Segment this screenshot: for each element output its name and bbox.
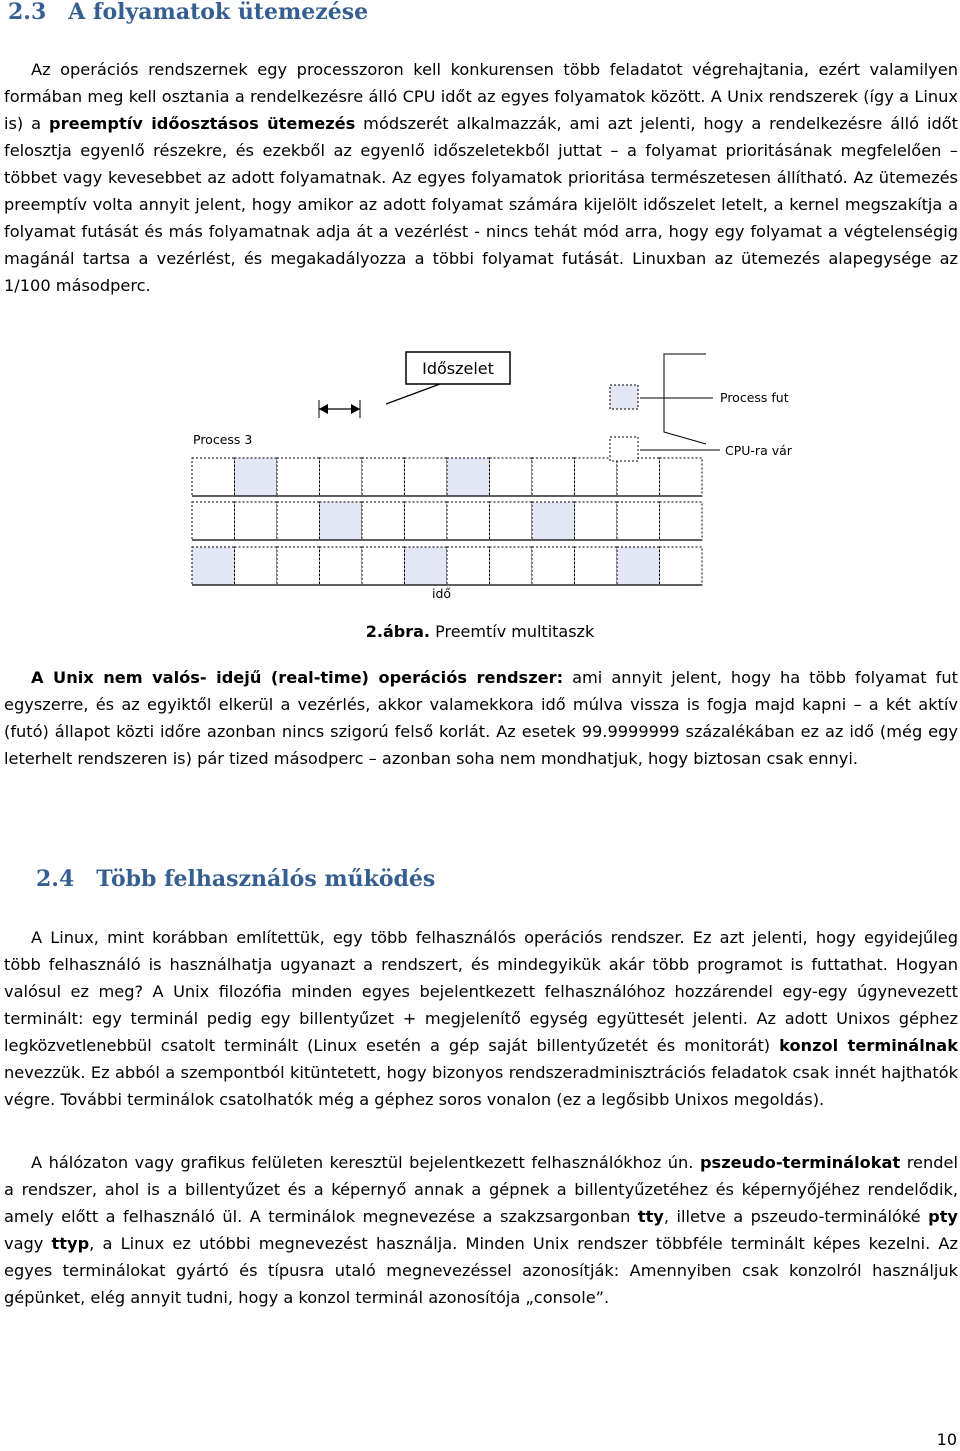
text-run: A hálózaton vagy grafikus felületen keresztül bejelentkezett felhasználókhoz ún. bbox=[31, 1153, 700, 1172]
waiting-timeslice-cell bbox=[192, 502, 235, 540]
waiting-timeslice-cell bbox=[575, 502, 618, 540]
waiting-timeslice-cell bbox=[617, 502, 660, 540]
preemptive-multitask-figure bbox=[180, 340, 820, 610]
timeslice-label: Időszelet bbox=[422, 359, 494, 378]
text-run: nevezzük. Ez abból a szempontból kitüntetett, hogy bizonyos rendszeradminisztrációs feladatok csak innét hajthatók végre. További terminálok csatolhatók még a géphez soros vonalon (ez a legősibb Unixos megoldás). bbox=[4, 1063, 958, 1109]
waiting-timeslice-cell bbox=[362, 458, 405, 496]
waiting-timeslice-cell bbox=[447, 502, 490, 540]
legend-waiting-swatch bbox=[610, 437, 638, 461]
bold-text-run: A Unix nem valós- idejű (real-time) operációs rendszer: bbox=[31, 668, 564, 687]
paragraph-realtime bbox=[4, 664, 958, 772]
paragraph-multiuser bbox=[4, 924, 958, 1113]
waiting-timeslice-cell bbox=[660, 547, 703, 585]
text-run: , illetve a pszeudo-terminálóké bbox=[663, 1207, 929, 1226]
running-timeslice-cell bbox=[192, 547, 235, 585]
legend-process-running: Process fut bbox=[720, 390, 789, 405]
bold-text-run: tty bbox=[637, 1207, 664, 1226]
waiting-timeslice-cell bbox=[532, 458, 575, 496]
paragraph-scheduling bbox=[4, 56, 958, 299]
process-label-3: Process 3 bbox=[193, 432, 253, 447]
waiting-timeslice-cell bbox=[277, 502, 320, 540]
waiting-timeslice-cell bbox=[405, 458, 448, 496]
text-run: A Linux, mint korábban említettük, egy több felhasználós operációs rendszer. Ez azt jelenti, hogy egyidejűleg több felhasználó is használhatja ugyanazt a rendszert, és mindegyikük akár több programot is futtathat. Hogyan valósul ez meg? A Unix filozófia minden egyes bejelentkezett felhasználóhoz hozzárendel egy-egy úgynevezett terminált: egy terminál pedig egy billentyűzet + megjelenítő egység együttesét jelenti. Az adott Unixos géphez legközvetlenebbül csatolt terminált (Linux esetén a gép saját billentyűzetét és monitorát) bbox=[4, 928, 958, 1055]
waiting-timeslice-cell bbox=[490, 458, 533, 496]
waiting-timeslice-cell bbox=[362, 547, 405, 585]
waiting-timeslice-cell bbox=[617, 458, 660, 496]
section-title: A folyamatok ütemezése bbox=[68, 0, 369, 25]
legend bbox=[640, 354, 793, 458]
waiting-timeslice-cell bbox=[277, 547, 320, 585]
waiting-timeslice-cell bbox=[490, 502, 533, 540]
bold-text-run: preemptív időosztásos ütemezés bbox=[49, 114, 356, 133]
running-timeslice-cell bbox=[320, 502, 363, 540]
legend-cpu-waiting: CPU-ra vár bbox=[725, 443, 792, 458]
section-heading-2-4 bbox=[36, 866, 435, 892]
waiting-timeslice-cell bbox=[405, 502, 448, 540]
waiting-timeslice-cell bbox=[575, 458, 618, 496]
bold-text-run: ttyp bbox=[51, 1234, 90, 1253]
waiting-timeslice-cell bbox=[320, 547, 363, 585]
bold-text-run: konzol terminálnak bbox=[779, 1036, 958, 1055]
text-run: ami annyit jelent, hogy ha több folyamat fut egyszerre, és az egyiktől elkerül a vezérlés, akkor valamekkora idő múlva vissza is fogja majd kapni – a két aktív (futó) állapot közti időre azonban nincs szigorú felső korlát. Az esetek 99.9999999 százalékában ez az idő (még egy leterhelt rendszeren is) pár tized másodperc – azonban soha nem mondhatjuk, hogy biztosan csak ennyi. bbox=[4, 668, 958, 768]
figure-caption bbox=[0, 622, 960, 641]
waiting-timeslice-cell bbox=[235, 502, 278, 540]
running-timeslice-cell bbox=[532, 502, 575, 540]
timeslice-callout bbox=[319, 352, 510, 418]
running-timeslice-cell bbox=[617, 547, 660, 585]
text-run: Az operációs rendszernek egy processzoron kell konkurensen több feladatot végrehajtania, ezért valamilyen formában meg kell osztania a rendelkezésre álló CPU időt az egyes folyamatok között. A Unix rendszerek (így a Linux is) a bbox=[4, 60, 958, 133]
text-run: módszerét alkalmazzák, ami azt jelenti, hogy a rendelkezésre álló időt felosztja egyenlő részekre, és ezekből az egyenlő időszeletekből juttat – a folyamat prioritásának megfelelően – többet vagy kevesebbet az adott folyamatnak. Az egyes folyamatok prioritása természetesen állítható. Az ütemezés preemptív volta annyit jelent, hogy amikor az adott folyamat számára kijelölt időszelet letelt, a kernel megszakítja a folyamat futását és más folyamatnak adja át a vezérlést - nincs tehát mód arra, hogy egy folyamat a végtelenségig magánál tartsa a vezérlést, és megakadályozza a többi folyamat futását. Linuxban az ütemezés alapegysége az 1/100 másodperc. bbox=[4, 114, 958, 295]
waiting-timeslice-cell bbox=[660, 458, 703, 496]
legend-running-swatch bbox=[610, 385, 638, 409]
running-timeslice-cell bbox=[235, 458, 278, 496]
waiting-timeslice-cell bbox=[320, 458, 363, 496]
waiting-timeslice-cell bbox=[362, 502, 405, 540]
bold-text-run: pszeudo-terminálokat bbox=[699, 1153, 901, 1172]
waiting-timeslice-cell bbox=[490, 547, 533, 585]
waiting-timeslice-cell bbox=[532, 547, 575, 585]
figure-caption-number: 2.ábra. bbox=[365, 622, 431, 641]
waiting-timeslice-cell bbox=[235, 547, 278, 585]
timeslice-grid bbox=[192, 385, 702, 585]
waiting-timeslice-cell bbox=[660, 502, 703, 540]
paragraph-pseudo-terminals bbox=[4, 1149, 958, 1311]
text-run: vagy bbox=[4, 1234, 52, 1253]
waiting-timeslice-cell bbox=[192, 458, 235, 496]
running-timeslice-cell bbox=[447, 458, 490, 496]
waiting-timeslice-cell bbox=[575, 547, 618, 585]
section-number: 2.3 bbox=[8, 0, 47, 25]
figure-caption-text: Preemtív multitaszk bbox=[430, 622, 595, 641]
page-number: 10 bbox=[936, 1430, 957, 1449]
text-run: rendel a rendszer, ahol is a billentyűzet és a képernyő annak a gépnek a billentyűzetéhez és képernyőjéhez rendelődik, amely előtt a felhasználó ül. A terminálok megnevezése a szakzsargonban bbox=[4, 1153, 958, 1226]
section-title: Több felhasználós működés bbox=[96, 866, 436, 892]
waiting-timeslice-cell bbox=[447, 547, 490, 585]
running-timeslice-cell bbox=[405, 547, 448, 585]
time-axis-label: idő bbox=[432, 586, 452, 601]
waiting-timeslice-cell bbox=[277, 458, 320, 496]
bold-text-run: pty bbox=[928, 1207, 958, 1226]
section-heading-2-3 bbox=[8, 0, 368, 25]
section-number: 2.4 bbox=[36, 866, 75, 892]
text-run: , a Linux ez utóbbi megnevezést használja. Minden Unix rendszer többféle terminált képes kezelni. Az egyes terminálokat gyártó és típusra utaló megnevezéssel azonosítják: Amennyiben csak konzolról használjuk gépünket, elég annyit tudni, hogy a konzol terminál azonosítója „console”. bbox=[4, 1234, 959, 1307]
